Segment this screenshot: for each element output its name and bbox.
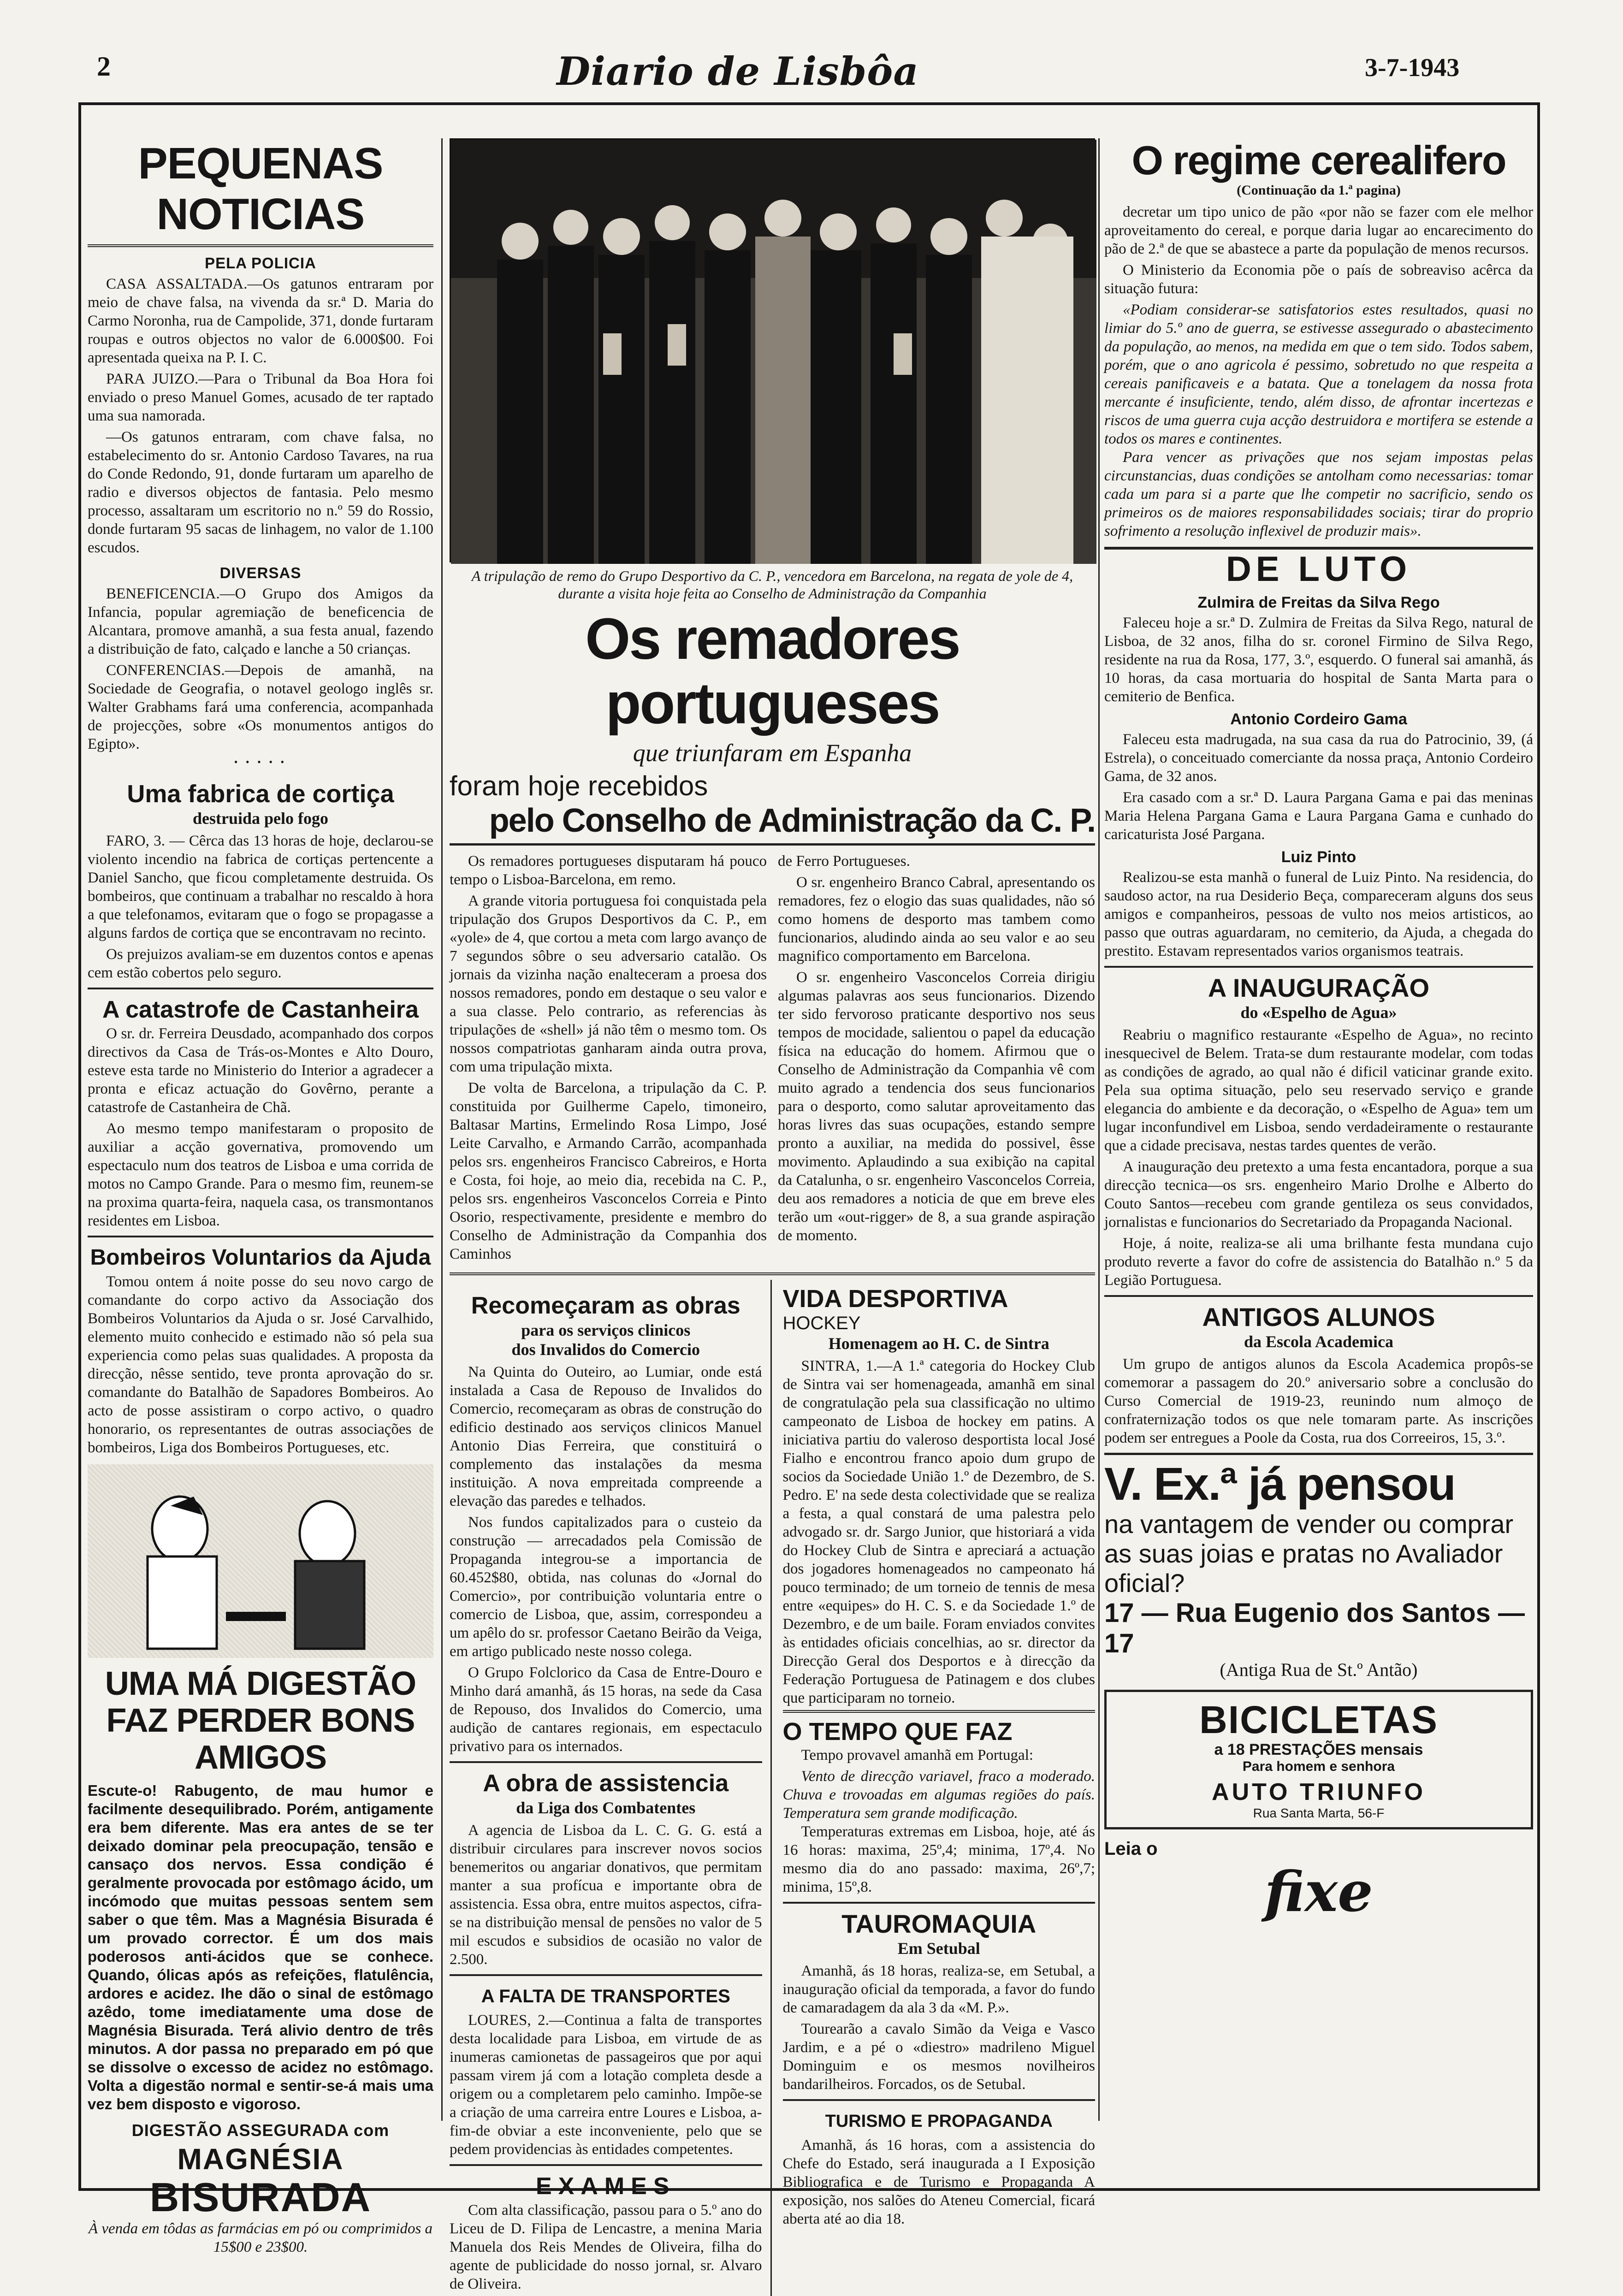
cerealifero-paragraph: O Ministerio da Economia põe o país de sobreaviso acêrca da situação futura: xyxy=(1104,262,1533,297)
policia-heading: PELA POLICIA xyxy=(205,254,316,272)
column-rule xyxy=(1098,138,1100,2121)
avaliador-ad xyxy=(1104,1453,1533,1681)
bombeiros-paragraph: Tomou ontem á noite posse do seu novo cargo de comandante do corpo activo da Associação dos Bombeiros Voluntarios da Ajuda o sr. José Carvalhido, elemento muito conhecido e estimado não só pela sua experiencia como pelas suas qualidades. A proposta da direcção, nêsse sentido, teve pronta aprovação do sr. comandante do Batalhão de Sapadores Bombeiros. Ao acto de posse assistiram o corpo activo, o quadro honorario, os representantes de outras associações de bombeiros, Liga dos Bombeiros Portugueses, etc. xyxy=(88,1273,433,1456)
bicicletas-ad-address: Rua Santa Marta, 56-F xyxy=(1253,1806,1385,1820)
diners-drawing xyxy=(88,1464,433,1658)
page-number: 2 xyxy=(97,51,111,82)
diversas-paragraph: BENEFICENCIA.—O Grupo dos Amigos da Infancia, popular agremiação de beneficencia de Alcantara, promove amanhã, a sua festa anual, fazendo a distribuição de fato, calçado e lanche a 50 crianças. xyxy=(88,586,433,657)
photo-caption: A tripulação de remo do Grupo Desportivo da C. P., vencedora em Barcelona, na regata de yole de 4, durante a visita hoje feita ao Conselho de Administração da Companhia xyxy=(471,568,1073,602)
center-column xyxy=(450,138,1095,2292)
story-paragraph: De volta de Barcelona, a tripulação da C. P. constituida por Guilherme Capelo, timoneiro, Baltasar Martins, Ermelindo Rosa Limpo, José Leite Carvalho, e Armando Carrão, acompanhada pelos srs. engenheiros Francisco Cabreiros, e Horta e Costa, foi hoje, ao meio dia, recebida na C. P., pelos srs. engenheiros Vasconcelos Correia e Pinto Osorio, respectivamente, presidente e membro do Conselho de Administração da Companhia dos Caminhos xyxy=(450,1080,767,1262)
avaliador-ad-address: 17 — Rua Eugenio dos Santos — 17 xyxy=(1104,1598,1525,1658)
remadores-story xyxy=(450,852,1095,1266)
group-photo-image xyxy=(451,140,1096,564)
tempo-paragraph: Temperaturas extremas em Lisboa, hoje, até ás 16 horas: maxima, 25º,4; minima, 17º,4. No mesmo dia do ano passado: maxima, 26º,7; minima, 15º,8. xyxy=(782,1823,1095,1895)
obituary-paragraph: Era casado com a sr.ª D. Laura Pargana Gama e pai das meninas Maria Helena Pargana Gama e Laura Pargana Gama e cunhado do caricaturista José Pargana. xyxy=(1104,789,1533,843)
rowing-team-photo xyxy=(450,138,1095,562)
remadores-deck-light: foram hoje recebidos xyxy=(450,770,708,801)
obras-paragraph: Na Quinta do Outeiro, ao Lumiar, onde está instalada a Casa de Repouso de Invalidos do Comercio, recomeçaram as obras de construção do edificio destinado aos serviços clinicos Manuel Antonio Dias Ferreira, que constituirá o complemento das instalações da mesma instituição. A nova empreitada compreende a elevação das paredes e telhados. xyxy=(450,1364,762,1509)
assistencia-heading: A obra de assistencia xyxy=(450,1761,762,1798)
castanheira-paragraph: Ao mesmo tempo manifestaram o proposito de auxiliar a acção governativa, promovendo um espectaculo num dos teatros de Lisboa e uma corrida de motos no Campo Grande. Para o mesmo fim, reunem-se na proxima quarta-feira, naquela casa, os transmontanos residentes em Lisboa. xyxy=(88,1120,433,1229)
inauguracao-subheading: do «Espelho de Agua» xyxy=(1240,1003,1397,1022)
bisurada-slogan: DIGESTÃO ASSEGURADA com xyxy=(131,2121,390,2140)
castanheira-paragraph: O sr. dr. Ferreira Deusdado, acompanhado dos corpos directivos da Casa de Trás-os-Montes e Alto Douro, esteve esta tarde no Ministerio do Interior a agradecer a pronta e eficaz actuação do Govêrno, perante a catastrofe de Castanheira de Chã. xyxy=(88,1025,433,1116)
cerealifero-quote: Para vencer as privações que nos sejam impostas pelas circunstancias, duas condições se antolham como necessarias: tomar cada um para si a parte que lhe competir no sacrificio, sendo os primeiros os de maiores responsabilidades sociais; tirar do proprio sofrimento a resolução inflexivel de produzir mais». xyxy=(1104,449,1533,539)
obras-subheading: para os serviços clinicos xyxy=(521,1321,691,1339)
tempo-forecast: Vento de direcção variavel, fraco a moderado. Chuva e trovoadas em algumas regiões do país. Temperatura sem grande modificação. xyxy=(782,1768,1095,1822)
bicicletas-ad-title: BICICLETAS xyxy=(1199,1698,1438,1741)
avaliador-ad-text: na vantagem de vender ou comprar as suas joias e pratas no Avaliador oficial? xyxy=(1104,1509,1514,1598)
assistencia-paragraph: A agencia de Lisboa da L. C. G. G. está a distribuir circulares para inscrever novos socios benemeritos ou angariar donativos, que permitam manter a sua profícua e importante obra de assistencia. Essa obra, entre muitos aspectos, cifra-se na distribuição mensal de pensões no valor de 5 mil escudos e subsidios de ocasião no valor de 2.500. xyxy=(450,1822,762,1968)
obituary-name: Luiz Pinto xyxy=(1281,848,1356,866)
bisurada-footer: À venda em tôdas as farmácias em pó ou comprimidos a 15$00 e 23$00. xyxy=(88,2220,433,2255)
policia-paragraph: CASA ASSALTADA.—Os gatunos entraram por meio de chave falsa, na vivenda da sr.ª D. Maria do Carmo Noronha, rua de Campolide, 371, donde furtaram roupas e outros objectos no valor de 6.000$00. Foi apresentada queixa na P. I. C. xyxy=(88,276,433,366)
story-paragraph: A grande vitoria portuguesa foi conquistada pela tripulação dos Grupos Desportivos da C. P., em «yole» de 4, que cortou a meta com largo avanço de 7 segundos sôbre o seu adversario catalão. Os jornais da vizinha nação enalteceram a proesa dos nossos remadores, pondo em destaque o seu valor e a sua classe. Pelo contrario, as referencias às tripulações de «shell» já não têm o mesmo tom. Os nossos compatriotas ganharam ainda outra prova, com uma tripulação mixta. xyxy=(450,893,767,1075)
antigos-alunos-heading: ANTIGOS ALUNOS xyxy=(1104,1295,1533,1332)
tauromaquia-paragraph: Tourearão a cavalo Simão da Veiga e Vasco Jardim, e a pé o «diestro» madrileno Miguel Dominguim e os mesmos novilheiros bandarilheiros. Forcados, os de Setubal. xyxy=(782,2021,1095,2093)
policia-paragraph: PARA JUIZO.—Para o Tribunal da Boa Hora foi enviado o preso Manuel Gomes, acusado de ter raptado uma sua namorada. xyxy=(88,371,433,424)
cerealifero-quote: «Podiam considerar-se satisfatorios estes resultados, quasi no limiar do 5.º ano de guerra, se estivesse assegurado o abastecimento da população, ao menos, na medida em que o tem sido. Todos sabem, porém, que o ano agricola é pessimo, sobretudo no que respeita a cereais panificaveis e a batata. Que a tonelagem da nossa frota mercante é insuficiente, tendo, além disso, de afrontar incertezas e riscos de uma guerra cuja acção destruidora e mortifera se estende a todos os mares e continentes. xyxy=(1104,302,1533,447)
cortica-paragraph: Os prejuizos avaliam-se em duzentos contos e apenas cem estão cobertos pelo seguro. xyxy=(88,946,433,981)
inauguracao-paragraph: A inauguração deu pretexto a uma festa encantadora, porque a sua direcção tecnica—os srs. engenheiro Mario Drolhe e Alberto do Couto Santos—recebeu com grande gentileza os seus convidados, jornalistas e funcionarios do Secretariado da Propaganda Nacional. xyxy=(1104,1159,1533,1231)
tempo-heading: O TEMPO QUE FAZ xyxy=(783,1710,1096,1746)
bicicletas-ad-line: Para homem e senhora xyxy=(1242,1759,1395,1774)
lower-stories xyxy=(450,1272,1095,2296)
ad-illustration xyxy=(88,1464,433,1658)
obras-paragraph: Nos fundos capitalizados para o custeio da construção — arrecadados pela Comissão de Propaganda integrou-se a importancia de 60.452$80, obtida, nas colunas do «Jornal do Comercio», por contribuição voluntaria entre o comercio de Lisboa, que, assim, correspondeu a um apêlo do sr. professor Caetano Beirão da Veiga, em artigo publicado neste nosso colega. xyxy=(450,1514,762,1660)
cerealifero-continuation: (Continuação da 1.ª pagina) xyxy=(1237,183,1401,198)
inauguracao-paragraph: Hoje, á noite, realiza-se ali uma brilhante festa mundana cujo produto reverte a favor do cofre de assistencia do Batalhão n.º 5 da Legião Portuguesa. xyxy=(1104,1235,1533,1289)
hockey-paragraph: SINTRA, 1.—A 1.ª categoria do Hockey Club de Sintra vai ser homenageada, amanhã em sinal de congratulação pela sua classificação no ultimo campeonato de Lisboa de hockey em patins. A iniciativa partiu do valeroso desportista local José Fialho e encontrou franco apoio dum grupo de socios da Sociedade União 1.º de Dezembro, de S. Pedro. E' na sede desta colectividade que se realiza a festa, a qual constará de uma palestra pelo advogado sr. dr. Sargo Junior, que historiará a vida do Hockey Club de Sintra e apreciará a actuação dos jogadores homenageados no campeonato há pouco terminado; de um torneio de tennis de mesa entre «equipes» do H. C. S. e da Sociedade 1.º de Dezembro, e de um baile. Foram enviados convites às entidades oficiais concelhias, ao sr. director da Direcção Geral dos Desportos e à direcção da Federação Portuguesa de Patinagem e dos clubes que participaram no torneio. xyxy=(782,1358,1095,1706)
diversas-heading: DIVERSAS xyxy=(219,564,302,581)
leia-label: Leia o xyxy=(1104,1839,1158,1859)
separator: • • • • • xyxy=(234,756,287,768)
transportes-paragraph: LOURES, 2.—Continua a falta de transportes desta localidade para Lisboa, em virtude de as inumeras camionetas de passageiros que por aqui passam virem já com a lotação completa desde a origem ou a completarem pelo caminho. Impõe-se a criação de uma carreira entre Loures e Lisboa, a-fim-de obviar a este inconveniente, pelo que se pedem providencias às entidades competentes. xyxy=(450,2012,762,2158)
tauromaquia-subheading: Em Setubal xyxy=(897,1939,980,1958)
issue-date: 3-7-1943 xyxy=(1365,53,1460,82)
left-column xyxy=(88,138,433,2255)
obras-paragraph: O Grupo Folclorico da Casa de Entre-Douro e Minho dará amanhã, ás 15 horas, na sede da Casa de Repouso, dos Invalidos do Comercio, uma audição de cantares regionais, em espectaculo privativo para os internados. xyxy=(450,1664,762,1755)
tauromaquia-heading: TAUROMAQUIA xyxy=(783,1902,1096,1939)
fixe-logo: fixe xyxy=(1264,1859,1373,1924)
diversas-paragraph: CONFERENCIAS.—Depois de amanhã, na Sociedade de Geografia, o notavel geologo inglês sr. Walter Grabhams fará uma conferencia, acompanhada de projecções, sobre «Os monumentos antigos do Egipto». xyxy=(88,662,433,752)
obituary-name: Antonio Cordeiro Gama xyxy=(1230,710,1407,728)
masthead xyxy=(0,0,1623,101)
bisurada-brand-line2: BISURADA xyxy=(149,2174,372,2220)
column-rule xyxy=(441,138,443,2121)
cerealifero-paragraph: decretar um tipo unico de pão «por não se fazer com ele melhor aproveitamento do cereal, e porque daria lugar ao encarecimento do pão de 2.ª de que se abastece a parte da população de menos recursos. xyxy=(1104,204,1533,257)
exames-heading: EXAMES xyxy=(450,2164,762,2201)
bicicletas-ad-line: a 18 PRESTAÇÕES mensais xyxy=(1214,1741,1423,1758)
vida-desportiva-heading: VIDA DESPORTIVA xyxy=(782,1285,1008,1313)
policia-paragraph: —Os gatunos entraram, com chave falsa, no estabelecimento do sr. Antonio Cardoso Tavares, na rua do Conde Redondo, 91, donde furtaram um aparelho de radio e diversos objectos de fantasia. Pelo mesmo processo, assaltaram um escritorio no n.º 59 do Rossio, donde furtaram 95 sacas de linhagem, no valor de 1.100 escudos. xyxy=(88,429,433,556)
hockey-subheading: Homenagem ao H. C. de Sintra xyxy=(828,1334,1049,1353)
story-paragraph: O sr. engenheiro Branco Cabral, apresentando os remadores, fez o elogio das suas qualidades, não só como homens de desporto mas tambem como funcionarios, aludindo ainda ao seu valor e ao seu magnifico comportamento em Barcelona. xyxy=(778,874,1095,965)
remadores-headline: Os remadores portugueses xyxy=(585,606,960,736)
obituary-name: Zulmira de Freitas da Silva Rego xyxy=(1197,594,1440,611)
obras-subheading: dos Invalidos do Comercio xyxy=(511,1340,700,1359)
bicicletas-ad-brand: AUTO TRIUNFO xyxy=(1212,1779,1426,1805)
bisurada-ad-text: Escute-o! Rabugento, de mau humor e facilmente desequilibrado. Porém, antigamente era bem diferente. Mas era antes de se ter deixado dominar pela preocupação, tensão e cansaço dos nervos. Essa condição é geralmente provocada por estômago ácido, um incómodo que muitas pessoas sentem sem saber o que têm. Mas a Magnésia Bisurada é um provado corrector. É um dos mais poderosos anti-ácidos que se conhece. Quando, ólicas após as refeições, flatulência, ardores e acidez. Ihe dão o sinal de estômago azêdo, tome imediatamente uma dose de Magnésia Bisurada. Terá alivio dentro de três minutos. A dor passa no preparado em pó que se dissolve o excesso de acidez no estômago. Volta a digestão normal e sentir-se-á mais uma vez bem disposto e vigoroso. xyxy=(88,1782,433,2113)
tempo-paragraph: Tempo provavel amanhã em Portugal: xyxy=(801,1747,1034,1763)
cortica-subheading: destruida pelo fogo xyxy=(192,809,328,828)
remadores-deck-italic: que triunfaram em Espanha xyxy=(633,739,912,767)
assistencia-subheading: da Liga dos Combatentes xyxy=(516,1799,696,1817)
obituary-paragraph: Faleceu esta madrugada, na sua casa da rua do Patrocinio, 39, (á Estrela), o conceituado comerciante da nossa praça, Antonio Cordeiro Gama, de 32 anos. xyxy=(1104,731,1533,785)
right-column xyxy=(1104,138,1533,2187)
cortica-paragraph: FARO, 3. — Cêrca das 13 horas de hoje, declarou-se violento incendio na fabrica de cortiças pertencente a Daniel Sancho, que ficou completamente destruida. Os bombeiros, que continuam a trabalhar no rescaldo à hora a que telefonamos, evitaram que o fogo se propagasse a alguns fardos de cortiça que se encontravam no recinto. xyxy=(88,833,433,941)
avaliador-ad-headline: V. Ex.ª já pensou xyxy=(1104,1458,1455,1510)
bombeiros-heading: Bombeiros Voluntarios da Ajuda xyxy=(88,1236,433,1272)
de-luto-heading: DE LUTO xyxy=(1104,547,1533,589)
obituary-paragraph: Realizou-se esta manhã o funeral de Luiz Pinto. Na residencia, do saudoso actor, na rua Desiderio Beça, compareceram alguns dos seus amigos e companheiros, pessoas de vulto nos meios artisticos, ao passo que outras aguardaram, no cemiterio, da Ajuda, a chegada do prestito. Estavam representados varios organismos teatrais. xyxy=(1104,869,1533,959)
inauguracao-heading: A INAUGURAÇÃO xyxy=(1104,966,1533,1003)
bicicletas-ad xyxy=(1104,1690,1533,1829)
pequenas-noticias-title: PEQUENAS NOTICIAS xyxy=(88,138,433,247)
antigos-alunos-subheading: da Escola Academica xyxy=(1244,1332,1393,1351)
bisurada-brand-line1: MAGNÉSIA xyxy=(177,2142,344,2176)
story-paragraph: Os remadores portugueses disputaram há pouco tempo o Lisboa-Barcelona, em remo. xyxy=(450,853,767,888)
bisurada-ad-headline: UMA MÁ DIGESTÃO FAZ PERDER BONS AMIGOS xyxy=(105,1665,416,1776)
cortica-heading: Uma fabrica de cortiça xyxy=(127,780,394,808)
turismo-heading: TURISMO E PROPAGANDA xyxy=(783,2099,1096,2136)
story-paragraph: de Ferro Portugueses. xyxy=(778,853,910,870)
tauromaquia-paragraph: Amanhã, ás 18 horas, realiza-se, em Setubal, a inauguração oficial da temporada, a favor do fundo de camaradagem da ala 3 da «M. P.». xyxy=(782,1963,1095,2016)
hockey-label: HOCKEY xyxy=(782,1313,861,1333)
obras-heading: Recomeçaram as obras xyxy=(471,1292,740,1319)
newspaper-title: Diario de Lisbôa xyxy=(557,48,919,94)
avaliador-ad-old-address: (Antiga Rua de St.º Antão) xyxy=(1220,1659,1418,1680)
remadores-deck-bold: pelo Conselho de Administração da C. P. xyxy=(450,802,1095,846)
obituary-paragraph: Faleceu hoje a sr.ª D. Zulmira de Freitas da Silva Rego, natural de Lisboa, de 32 anos, filha do sr. coronel Firmino de Silva Rego, residente na rua da Rosa, 177, 3.º, esquerdo. O funeral sai amanhã, ás 10 horas, da casa mortuaria do hospital de Santa Marta para o cemiterio de Benfica. xyxy=(1104,615,1533,705)
transportes-heading: A FALTA DE TRANSPORTES xyxy=(450,1974,762,2011)
antigos-alunos-paragraph: Um grupo de antigos alunos da Escola Academica propôs-se comemorar a passagem do 20.º aniversario sobre a conclusão do Curso Comercial de 1919-23, reunindo num almoço de confraternização todos os que nele tomaram parte. As inscrições podem ser entregues a Poole da Costa, rua dos Correeiros, 15, 3.º. xyxy=(1104,1356,1533,1446)
castanheira-heading: A catastrofe de Castanheira xyxy=(88,988,433,1024)
exames-paragraph: Com alta classificação, passou para o 5.º ano do Liceu de D. Filipa de Lencastre, a menina Maria Manuela dos Reis Mendes de Oliveira, filha do agente de publicidade do nosso jornal, sr. Alvaro de Oliveira. xyxy=(450,2202,762,2292)
inauguracao-paragraph: Reabriu o magnifico restaurante «Espelho de Agua», no recinto inesquecivel de Belem. Trata-se dum restaurante modelar, com todas as condições de agrado, ao qual não é dificil vaticinar grande exito. Pela sua optima situação, pelo seu reservado serviço e grande elegancia do ambiente e da decoração, o «Espelho de Agua» tem um lugar inconfundivel em Lisboa, sendo verdadeiramente o restaurante que a cidade precisava, nestas tardes quentes de verão. xyxy=(1104,1027,1533,1154)
cerealifero-headline: O regime cerealifero xyxy=(1131,137,1506,183)
story-paragraph: O sr. engenheiro Vasconcelos Correia dirigiu algumas palavras aos seus funcionarios. Dizendo ter sido fervoroso praticante desportivo nos seus tempos de mocidade, salientou o papel da educação física na educação do homem. Afirmou que o Conselho de Administração da Companhia vê com muito agrado a tendencia dos seus funcionarios para o desporto, como salutar aproveitamento das horas livres das suas ocupações, estando sempre pronto a auxiliar, na medida do possivel, êsse movimento. Aplaudindo a sua exibição na capital da Catalunha, o sr. engenheiro Vasconcelos Correia, deu aos remadores a noticia de que em breve eles terão um «out-rigger» de 8, a sua grande aspiração de momento. xyxy=(778,969,1095,1244)
turismo-paragraph: Amanhã, ás 16 horas, com a assistencia do Chefe do Estado, será inaugurada a I Exposição Bibliografica e de Turismo e Propaganda A exposição, nos salões do Ateneu Comercial, ficará aberta até ao dia 18. xyxy=(782,2137,1095,2227)
